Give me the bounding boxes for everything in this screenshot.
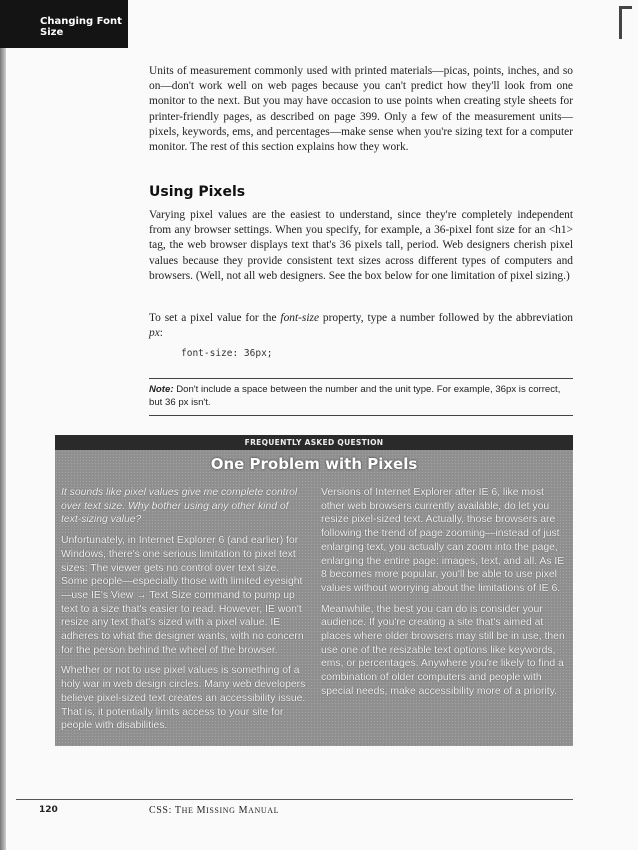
pixel-instruction-paragraph: [149, 311, 573, 341]
faq-answer-paragraph: Versions of Internet Explorer after IE 6, like most other web browsers currently available, do let you resize pixel-sized text. Actually, those browsers are following the trend of page zooming—instead of just enlarging text, you actually can zoom into the page, enlarging the entire page: images, text, and all. As IE 8 becomes more popular, you'll be able to use pixel values without worrying about the limitations of IE 6.: [321, 487, 565, 594]
faq-sidebar: [55, 435, 573, 746]
footer-rule: [16, 799, 573, 800]
book-title: [149, 805, 279, 816]
faq-bar-label: FREQUENTLY ASKED QUESTION: [55, 435, 573, 450]
property-name: font-size: [280, 312, 320, 324]
note-text: Don't include a space between the number and the unit type. For example, 36px is correct, but 36 px isn't.: [149, 384, 561, 408]
intro-paragraph: Units of measurement commonly used with printed materials—picas, points, inches, and so on—don't work well on web pages because you can't predict how they'll look from one monitor to the next. But you may have occasion to use points when creating style sheets for printer-friendly pages, as described on page 399. Only a few of the measurement units—pixels, keywords, ems, and percentages—make sense when you're sizing text for a computer monitor. The rest of this section explains how they work.: [149, 65, 573, 154]
book-title-part: CSS: T: [149, 805, 182, 816]
instruction-colon: :: [159, 327, 163, 340]
pixels-paragraph: Varying pixel values are the easiest to understand, since they're completely independent from any browser settings. When you specify, for example, a 36-pixel font size for an <h1> tag, the web browser displays text that's 36 pixels tall, period. Web designers cherish pixel values because they provide consistent text sizes across different types of computers and browsers. (Well, not all web designers. See the box below for one limitation of pixel sizing.): [149, 209, 573, 282]
book-title-part: M: [193, 805, 207, 816]
page-spine-shadow: [0, 0, 6, 850]
note-box: [149, 378, 573, 416]
instruction-text: To set a pixel value for the: [149, 312, 277, 324]
book-title-part: ANUAL: [248, 806, 280, 815]
faq-question: It sounds like pixel values give me complete control over text size. Why bother using any other kind of text-sizing value?: [61, 487, 298, 526]
chapter-tab: [0, 0, 128, 48]
faq-answer-paragraph: Meanwhile, the best you can do is consider your audience. If you're creating a site that's aimed at places where older browsers may still be in use, then use one of the resizable text options like keywords, ems, or percentages. Anywhere you're likely to find a combination of older computers and people with special needs, make accessibility more of a priority.: [321, 603, 565, 697]
crop-mark: [619, 6, 632, 39]
section-heading: Using Pixels: [149, 184, 246, 200]
page-number: 120: [39, 805, 58, 815]
faq-title: One Problem with Pixels: [210, 455, 418, 473]
code-example: font-size: 36px;: [181, 348, 273, 359]
book-title-part: ISSING: [206, 806, 236, 815]
faq-left-column: [61, 486, 307, 740]
chapter-tab-label: Changing Font Size: [40, 16, 122, 38]
unit-abbreviation: px: [149, 327, 160, 340]
faq-right-column: [321, 486, 567, 706]
faq-answer-paragraph: Unfortunately, in Internet Explorer 6 (and earlier) for Windows, there's one serious limitation to pixel text sizes: The viewer gets no control over text size. Some people—especially those with limited eyesight—use IE's View → Text Size command to pump up text to a size that's easier to read. However, IE won't resize any text that's sized with a pixel value. IE adheres to what the designer wants, with no concern for the person behind the wheel of the browser.: [61, 535, 304, 656]
book-title-part: M: [235, 805, 249, 816]
faq-answer-paragraph: Whether or not to use pixel values is something of a holy war in web design circles. Many web developers believe pixel-sized text creates an accessibility issue. That is, it potentially limits access to your site for people with disabilities.: [61, 665, 306, 732]
book-title-part: HE: [181, 806, 194, 815]
instruction-text-mid: property, type a number followed by the abbreviation: [322, 312, 573, 324]
note-label: Note:: [149, 384, 174, 395]
